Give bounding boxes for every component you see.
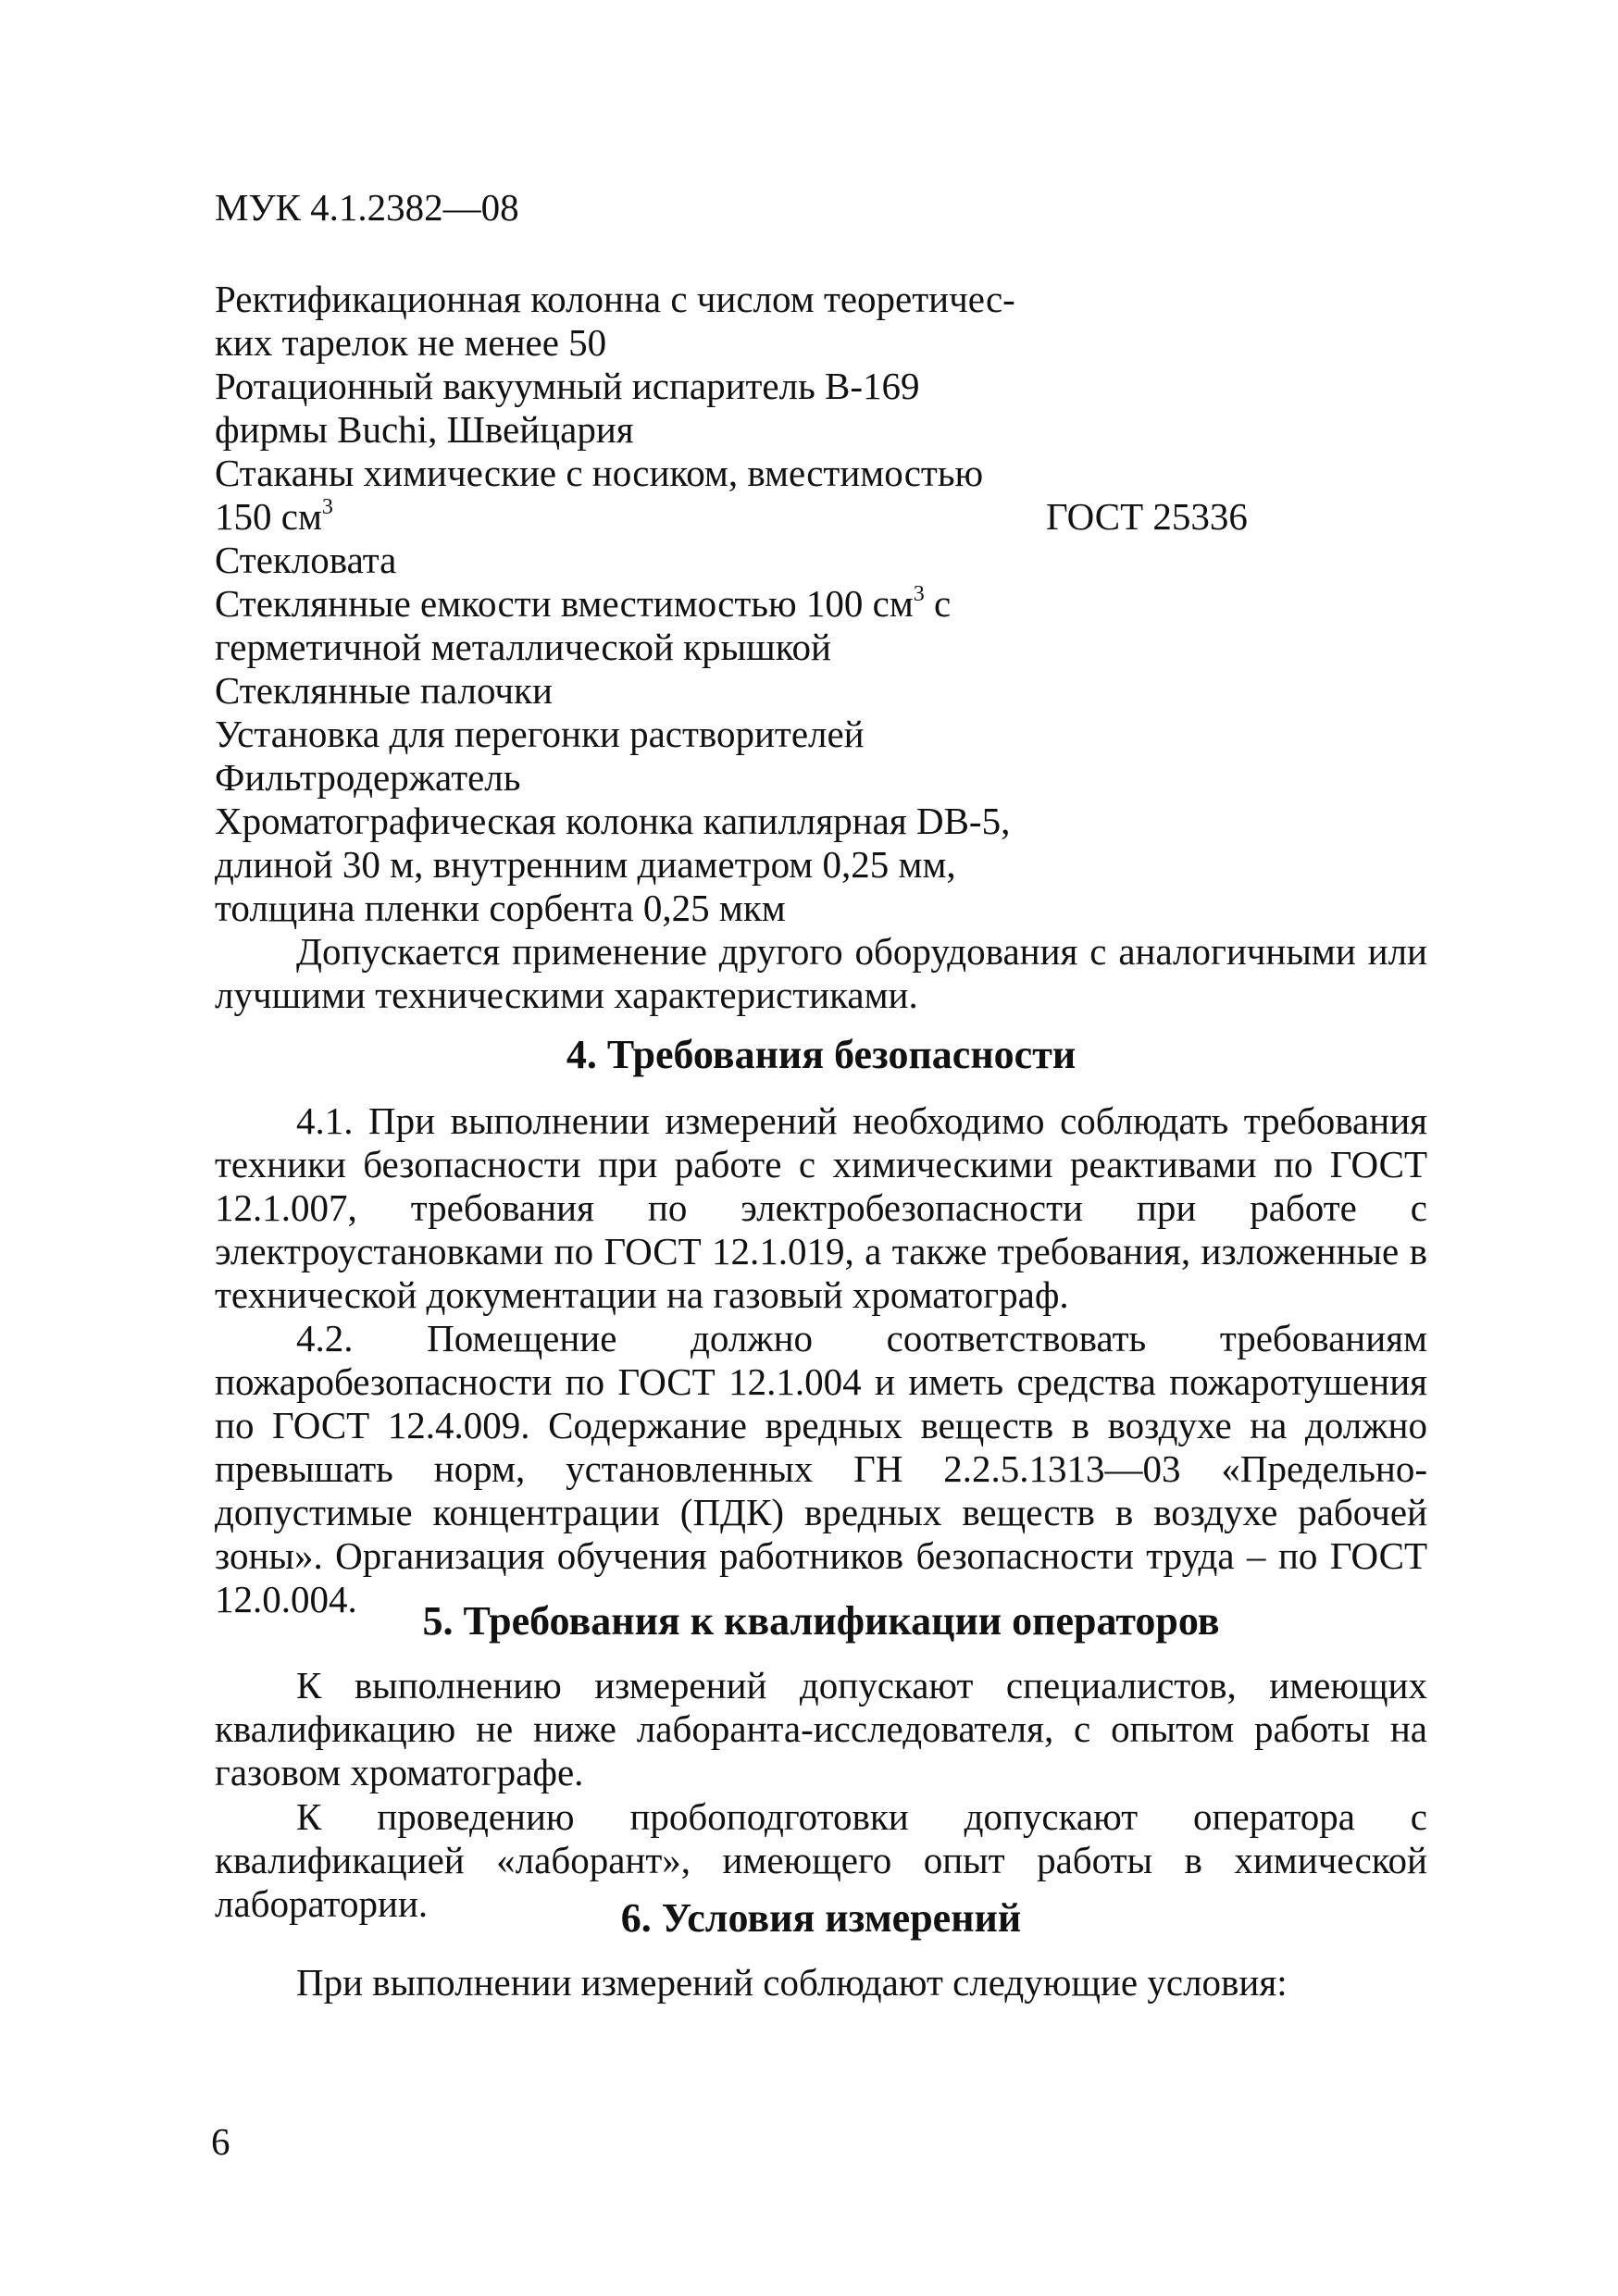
equipment-line: Установка для перегонки растворителей [215,713,865,755]
equipment-line: Хроматографическая колонка капиллярная DB-5, [215,800,1011,842]
section-4-paragraph-2: 4.2. Помещение должно соответствовать требованиям пожаробезопасности по ГОСТ 12.1.004 и иметь средства пожаротушения по ГОСТ 12.4.009. Содержание вредных веществ в воздухе на должно превышать норм, установленных ГН 2.2.5.1313—03 «Предельно-допустимые концентрации (ПДК) вредных веществ в воздухе рабочей зоны». Организация обучения работников безопасности труда – по ГОСТ 12.0.004. [215,1317,1427,1620]
section-5-paragraph-1: К выполнению измерений допускают специалистов, имеющих квалификацию не ниже лаборанта-исследователя, с опытом работы на газовом хроматографе. [215,1664,1427,1793]
equipment-line: фирмы Buchi, Швейцария [215,408,634,451]
equipment-line: герметичной металлической крышкой [215,626,831,668]
section-4-title: 4. Требования безопасности [566,1032,1077,1077]
equipment-line: 150 $см^3$ ГОСТ 25336 [215,495,1248,538]
equipment-line: ких тарелок не менее 50 [215,321,607,364]
equipment-line: Стеклянные емкости вместимостью 100 $см^3$ с [215,582,952,625]
section-4-paragraph-1: 4.1. При выполнении измерений необходимо соблюдать требования техники безопасности при работе с химическими реактивами по ГОСТ 12.1.007, требования по электробезопасности при работе с электроустановками по ГОСТ 12.1.019, а также требования, изложенные в технической документации на газовый хроматограф. [215,1099,1427,1316]
equipment-list [215,278,1455,930]
equipment-line: Фильтродержатель [215,756,521,799]
section-6-paragraph-1: При выполнении измерений соблюдают следующие условия: [296,1961,1288,2004]
equipment-line: длиной 30 м, внутренним диаметром 0,25 мм, [215,843,956,886]
superscript: 3 [913,582,925,607]
standard-reference: ГОСТ 25336 [1046,495,1248,538]
equipment-line: Стеклянные палочки [215,669,553,712]
document-code: МУК 4.1.2382—08 [215,186,519,229]
page-number: 6 [211,2120,230,2163]
section-5-paragraph-2: К проведению пробоподготовки допускают оператора с квалификацией «лаборант», имеющего опыт работы в химической лаборатории. [215,1795,1427,1925]
equipment-note: Допускается применение другого оборудования с аналогичными или лучшими техническими характеристиками. [215,930,1427,1016]
section-6-title: 6. Условия измерений [620,1895,1022,1941]
equipment-line: толщина пленки сорбента 0,25 мкм [215,887,786,929]
superscript: 3 [321,495,333,520]
equipment-line: Ректификационная колонна с числом теоретичес- [215,278,1015,320]
section-5-title: 5. Требования к квалификации операторов [422,1598,1220,1644]
equipment-line: Ротационный вакуумный испаритель В-169 [215,365,920,407]
equipment-line: Стаканы химические с носиком, вместимостью [215,452,984,494]
equipment-line: Стекловата [215,539,397,581]
